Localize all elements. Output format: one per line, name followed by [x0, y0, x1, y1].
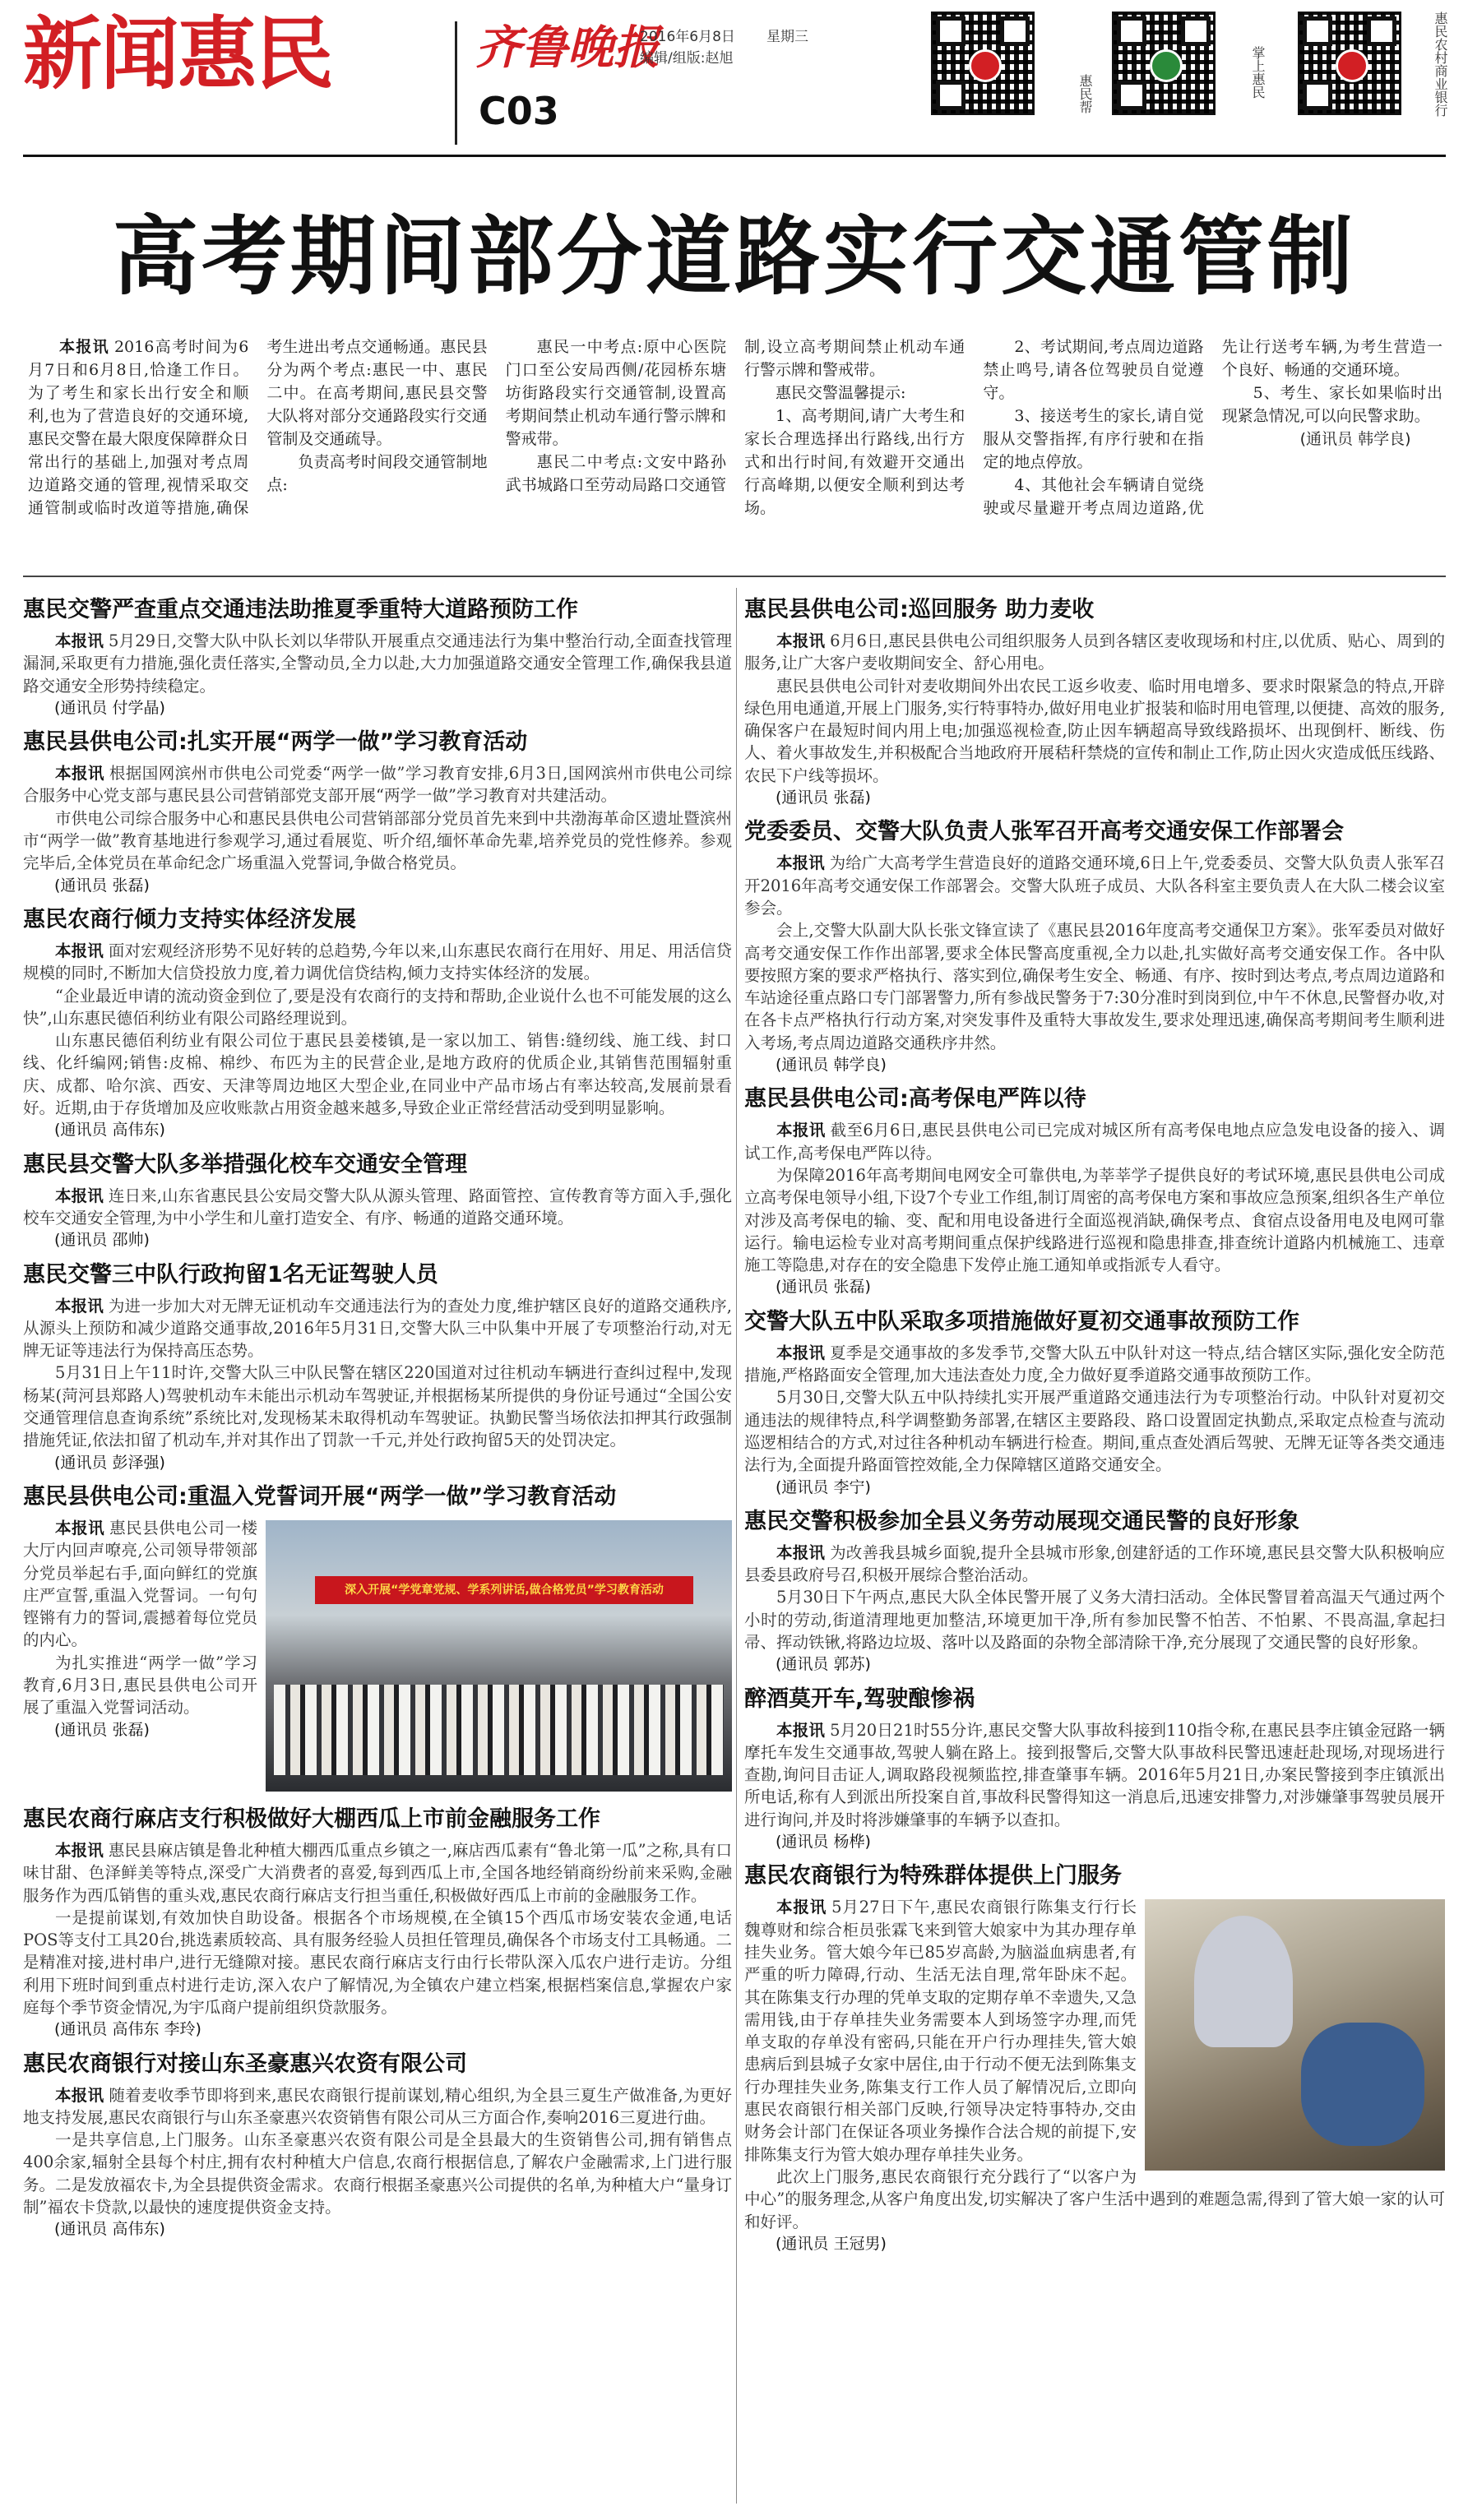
qr-caption-1: 惠民帮	[1077, 74, 1093, 113]
lead-paragraph: 2、考试期间,考点周边道路禁止鸣号,请各位驾驶员自觉遵守。	[983, 338, 1204, 402]
article-paragraph: 本报讯 夏季是交通事故的多发季节,交警大队五中队针对这一特点,结合辖区实际,强化安全防范措施,严格路面安全管理,加大违法查处力度,全力做好夏季道路交通事故预防工作。	[744, 1343, 1445, 1385]
article-paragraph: 山东惠民德佰利纺业有限公司位于惠民县姜楼镇,是一家以加工、销售:缝纫线、施工线、封口线、化纤编网;销售:皮棉、棉纱、布匹为主的民营企业,是地方政府的优质企业,其销售范围辐射重庆、成都、哈尔滨、西安、天津等周边地区大型企业,在同业中产品市场占有率达较高,发展前景看好。近期,由于存货增加及应收账款占用资金越来越多,导致企业正常经营活动受到明显影响。	[23, 1031, 732, 1118]
article-title: 惠民县交警大队多举措强化校车交通安全管理	[23, 1151, 467, 1177]
article-title: 惠民县供电公司:重温入党誓词开展“两学一做”学习教育活动	[23, 1483, 617, 1510]
lead-paragraph: 本报讯 2016高考时间为6月7日和6月8日,恰逢工作日。为了考生和家长出行安全和顺利,也为了营造良好的交通环境,惠民交警在最大限度保障群众日常出行的基础上,加强对考点周边道路交通的管理,视情采取交通管制或临时改道等措施,确保考生进出考点交通畅通。惠民县分为两个考点:惠民一中、惠民二中。在高考期间,惠民县交警大队将对部分交通路段实行交通管制及交通疏导。	[28, 338, 488, 517]
article-paragraph: 本报讯 随着麦收季节即将到来,惠民农商银行提前谋划,精心组织,为全县三夏生产做准备,为更好地支持发展,惠民农商银行与山东圣豪惠兴农资销售有限公司从三方面合作,奏响2016三夏进行曲。	[23, 2085, 732, 2127]
article-paragraph: 为扎实推进“两学一做”学习教育,6月3日,惠民县供电公司开展了重温入党誓词活动。	[23, 1653, 257, 1718]
article	[23, 1803, 732, 2041]
article-paragraph: 本报讯 连日来,山东省惠民县公安局交警大队从源头管理、路面管控、宣传教育等方面入手,强化校车交通安全管理,为中小学生和儿童打造安全、有序、畅通的道路交通环境。	[23, 1186, 732, 1228]
photo-figure	[1301, 2023, 1424, 2146]
lead-byline: (通讯员 韩学良)	[1299, 430, 1411, 448]
article-paragraph: 为保障2016年高考期间电网安全可靠供电,为莘莘学子提供良好的考试环境,惠民县供电公司成立高考保电领导小组,下设7个专业工作组,制订周密的高考保电方案和事故应急预案,组织各生产单位对涉及高考保电的输、变、配和用电设备进行全面巡视消缺,确保考点、食宿点设备用电及电网可靠运行。输电运检专业对高考期间重点保护线路进行巡视和隐患排查,排查统计道路内机械施工、违章施工等隐患,对存在的安全隐患下发停止施工通知单或指派专人看守。	[744, 1165, 1445, 1275]
article-byline: (通讯员 韩学良)	[776, 1056, 887, 1075]
article-paragraph: 本报讯 截至6月6日,惠民县供电公司已完成对城区所有高考保电地点应急发电设备的接入、调试工作,高考保电严阵以待。	[744, 1121, 1445, 1163]
lead-paragraph: 惠民二中考点:文安中路孙武书城路口至劳动局路口交通管制,设立高考期间禁止机动车通行警示牌和警戒带。	[505, 338, 966, 494]
article-paragraph: 本报讯 面对宏观经济形势不见好转的总趋势,今年以来,山东惠民农商行在用好、用足、用活信贷规模的同时,不断加大信贷投放力度,着力调优信贷结构,倾力支持实体经济的发展。	[23, 941, 732, 983]
page-code: C03	[479, 89, 559, 133]
article-paragraph: 本报讯 5月29日,交警大队中队长刘以华带队开展重点交通违法行为集中整治行动,全面查找管理漏洞,采取更有力措施,强化责任落实,全警动员,全力以赴,大力加强道路交通安全管理工作,确保我县道路交通安全形势持续稳定。	[23, 631, 732, 696]
article-paragraph: 本报讯 根据国网滨州市供电公司党委“两学一做”学习教育安排,6月3日,国网滨州市供电公司综合服务中心党支部与惠民县公司营销部党支部开展“两学一做”学习教育对共建活动。	[23, 764, 732, 806]
article-paragraph: “企业最近申请的流动资金到位了,要是没有农商行的支持和帮助,企业说什么也不可能发展的这么快”,山东惠民德佰利纺业有限公司路经理说到。	[23, 986, 732, 1028]
lead-paragraph: 5、考生、家长如果临时出现紧急情况,可以向民警求助。	[1221, 384, 1443, 425]
qr-code-nongshang-bank	[1298, 12, 1401, 115]
paper-name: 齐鲁晚报	[475, 21, 660, 75]
article-byline: (通讯员 高伟东 李玲)	[54, 2020, 201, 2039]
article	[744, 594, 1445, 809]
article	[744, 816, 1445, 1076]
lead-paragraph: 1、高考期间,请广大考生和家长合理选择出行路线,出行方式和出行时间,有效避开交通出行高峰期,以便安全顺利到达考场。	[743, 407, 966, 517]
lead-paragraph: 4、其他社会车辆请自觉绕驶或尽量避开考点周边道路,优先让行送考车辆,为考生营造一个良好、畅通的交通环境。	[983, 338, 1443, 517]
article-byline: (通讯员 李宁)	[776, 1477, 871, 1496]
article-title: 交警大队五中队采取多项措施做好夏初交通事故预防工作	[744, 1308, 1299, 1334]
issue-weekday: 星期三	[766, 29, 808, 45]
article-byline: (通讯员 高伟东)	[54, 2220, 165, 2239]
article-title: 惠民农商银行为特殊群体提供上门服务	[744, 1863, 1122, 1889]
article-paragraph: 本报讯 5月27日下午,惠民农商银行陈集支行行长魏尊财和综合柜员张霖飞来到管大娘家中为其办理存单挂失业务。管大娘今年已85岁高龄,为脑溢血病患者,有严重的听力障碍,行动、生活无法自理,常年卧床不起。其在陈集支行办理的凭单支取的定期存单不幸遗失,又急需用钱,由于存单挂失业务需要本人到场签字办理,而凭单支取的存单没有密码,只能在开户行办理挂失,管大娘患病后到县城子女家中居住,由于行动不便无法到陈集支行办理挂失业务,陈集支行工作人员了解情况后,立即向惠民农商银行相关部门反映,行领导决定特事特办,交由财务会计部门在保证各项业务操作合法合规的前提下,安排陈集支行为管大娘办理存单挂失业务。	[744, 1898, 1137, 2164]
article-byline: (通讯员 高伟东)	[54, 1121, 165, 1140]
article-title: 惠民农商行倾力支持实体经济发展	[23, 906, 356, 932]
photo-crowd	[274, 1685, 724, 1775]
section-rule	[23, 576, 1446, 577]
article-byline: (通讯员 张磊)	[776, 788, 871, 807]
section-title: 新闻惠民	[23, 8, 332, 100]
article-title: 惠民农商银行对接山东圣豪惠兴农资有限公司	[23, 2051, 467, 2077]
article-byline: (通讯员 郭苏)	[776, 1655, 871, 1674]
article-title: 党委委员、交警大队负责人张军召开高考交通安保工作部署会	[744, 819, 1344, 845]
masthead-rule	[23, 155, 1446, 157]
article	[23, 1149, 732, 1252]
article-paragraph: 本报讯 5月20日21时55分许,惠民交警大队事故科接到110指令称,在惠民县李庄镇金冠路一辆摩托车发生交通事故,驾驶人躺在路上。接到报警后,交警大队事故科民警迅速赶赴现场,对现场进行查勘,询问目击证人,调取路段视频监控,排查肇事车辆。2016年5月21日,办案民警接到李庄镇派出所电话,称有人到派出所投案自首,事故科民警得知这一消息后,迅速安排警力,对涉嫌肇事驾驶员展开进行询问,并及时将涉嫌肇事的车辆予以查扣。	[744, 1720, 1445, 1829]
article-paragraph: 一是共享信息,上门服务。山东圣豪惠兴农资有限公司是全县最大的生资销售公司,拥有销售点400余家,辐射全县每个村庄,拥有农村种植大户信息,农商行根据信息,了解农户金融需求,上门进行服务。二是发放福农卡,为全县提供资金需求。农商行根据圣豪惠兴公司提供的名单,为种植大户“量身订制”福农卡贷款,以最快的速度提供资金支持。	[23, 2130, 732, 2217]
article-paragraph: 5月30日,交警大队五中队持续扎实开展严重道路交通违法行为专项整治行动。中队针对夏初交通违法的规律特点,科学调整勤务部署,在辖区主要路段、路口设置固定执勤点,采取定点检查与流动巡逻相结合的方式,对过往各种机动车辆进行检查。期间,重点查处酒后驾驶、无牌无证等各类交通违法行为,全面提升路面管控效能,全力保障辖区道路交通安全。	[744, 1388, 1445, 1475]
column-separator	[736, 588, 737, 2504]
masthead-divider	[455, 21, 457, 145]
qr-code-huiminbang	[931, 12, 1035, 115]
qr-code-zhangshanghuimin	[1112, 12, 1216, 115]
article-byline: (通讯员 张磊)	[54, 876, 150, 895]
lead-paragraph: 惠民一中考点:原中心医院门口至公安局西侧/花园桥东塘坊街路段实行交通管制,设置高考期间禁止机动车通行警示牌和警戒带。	[505, 338, 726, 448]
qr-caption-2: 掌上惠民	[1250, 46, 1266, 99]
lead-story	[28, 335, 1443, 545]
article-title: 惠民交警三中队行政拘留1名无证驾驶人员	[23, 1261, 438, 1288]
article-paragraph: 市供电公司综合服务中心和惠民县供电公司营销部部分党员首先来到中共渤海革命区遗址暨滨州市“两学一做”教育基地进行参观学习,通过看展览、听介绍,缅怀革命先辈,培养党员的党性修养。参观完毕后,全体党员在革命纪念广场重温入党誓词,争做合格党员。	[23, 808, 732, 873]
article-title: 惠民县供电公司:高考保电严阵以待	[744, 1086, 1086, 1112]
article-title: 惠民交警严查重点交通违法助推夏季重特大道路预防工作	[23, 597, 578, 622]
issue-date: 2016年6月8日	[640, 29, 735, 45]
article	[744, 1860, 1445, 2255]
qr-caption-3: 惠民农村商业银行	[1433, 12, 1448, 117]
lead-paragraph: 惠民交警温馨提示:	[775, 384, 906, 402]
lead-paragraph: 负责高考时间段交通管制地点:	[266, 453, 488, 494]
article	[23, 1259, 732, 1474]
article-byline: (通讯员 张磊)	[54, 1720, 150, 1739]
article-byline: (通讯员 邵帅)	[54, 1231, 150, 1250]
article	[23, 1481, 732, 1796]
article-paragraph: 惠民县供电公司针对麦收期间外出农民工返乡收麦、临时用电增多、要求时限紧急的特点,开辟绿色用电通道,开展上门服务,实行特事特办,做好用电业扩报装和临时用电管理,以便捷、高效的服务,确保客户在最短时间内用上电;加强巡视检查,防止因车辆超高导致线路损坏、出现倒杆、断线、伤人、着火事故发生,并积极配合当地政府开展秸秆禁烧的宣传和制止工作,防止因火灾造成低压线路、农民下户线等损坏。	[744, 676, 1445, 785]
article-title: 惠民交警积极参加全县义务劳动展现交通民警的良好形象	[744, 1508, 1299, 1534]
article	[23, 594, 732, 719]
article-paragraph: 会上,交警大队副大队长张文锋宣读了《惠民县2016年度高考交通保卫方案》。张军委员对做好高考交通安保工作作出部署,要求全体民警高度重视,全力以赴,扎实做好高考交通安保工作。各中队要按照方案的要求严格执行、落实到位,确保考生安全、畅通、有序、按时到达考点,考点周边道路和车站途径重点路口专门部署警力,所有参战民警务于7:30分准时到岗到位,中午不休息,民警督办收,对在各卡点严格执行行动方案,对突发事件及重特大事故发生,要求处理迅速,确保高考期间考生顺利进入考场,考点周边道路交通秩序井然。	[744, 921, 1445, 1052]
article	[23, 726, 732, 897]
article-paragraph: 本报讯 惠民县供电公司一楼大厅内回声嘹亮,公司领导带领部分党员举起右手,面向鲜红的党旗庄严宣誓,重温入党誓词。一句句铿锵有力的誓词,震撼着每位党员的内心。	[23, 1518, 257, 1650]
photo-figure	[1194, 1916, 1293, 2047]
article-paragraph: 本报讯 惠民县麻店镇是鲁北种植大棚西瓜重点乡镇之一,麻店西瓜素有“鲁北第一瓜”之称,具有口味甘甜、色泽鲜美等特点,深受广大消费者的喜爱,每到西瓜上市,全国各地经销商纷纷前来采购,金融服务作为西瓜销售的重头戏,惠民农商行麻店支行担当重任,积极做好西瓜上市前的金融服务工作。	[23, 1840, 732, 1905]
article-paragraph: 此次上门服务,惠民农商银行充分践行了“以客户为中心”的服务理念,从客户角度出发,切实解决了客户生活中遇到的难题急需,得到了管大娘一家的认可和好评。	[744, 2166, 1445, 2231]
article	[744, 1306, 1445, 1499]
article-title: 惠民农商行麻店支行积极做好大棚西瓜上市前金融服务工作	[23, 1806, 600, 1832]
article-paragraph: 本报讯 为进一步加大对无牌无证机动车交通违法行为的查处力度,维护辖区良好的道路交通秩序,从源头上预防和减少道路交通事故,2016年5月31日,交警大队三中队集中开展了专项整治行动,对无牌无证等违法行为保持高压态势。	[23, 1296, 732, 1361]
article-byline: (通讯员 付学晶)	[54, 698, 165, 717]
article-title: 惠民县供电公司:扎实开展“两学一做”学习教育活动	[23, 729, 528, 756]
article-byline: (通讯员 杨桦)	[776, 1833, 871, 1852]
lead-paragraph: 3、接送考生的家长,请自觉服从交警指挥,有序行驶和在指定的地点停放。	[983, 407, 1204, 471]
home-service-photo	[1145, 1899, 1445, 2171]
article	[744, 1083, 1445, 1298]
article-paragraph: 5月31日上午11时许,交警大队三中队民警在辖区220国道对过往机动车辆进行查纠过程中,发现杨某(菏河县郑路人)驾驶机动车未能出示机动车驾驶证,并根据杨某所提供的身份证号通过“全国公安交通管理信息查询系统”系统比对,发现杨某未取得机动车驾驶证。执勤民警当场依法扣押其行政强制措施凭证,依法扣留了机动车,并对其作出了罚款一千元,并处行政拘留5天的处罚决定。	[23, 1363, 732, 1450]
article	[744, 1505, 1445, 1676]
article-title: 醉酒莫开车,驾驶酿惨祸	[744, 1685, 975, 1712]
left-column	[23, 594, 732, 2248]
page-headline: 高考期间部分道路实行交通管制	[112, 206, 1356, 307]
article-paragraph: 本报讯 为给广大高考学生营造良好的道路交通环境,6日上午,党委委员、交警大队负责人张军召开2016年高考交通安保工作部署会。交警大队班子成员、大队各科室主要负责人在大队二楼会议室参会。	[744, 853, 1445, 918]
article-paragraph: 本报讯 6月6日,惠民县供电公司组织服务人员到各辖区麦收现场和村庄,以优质、贴心、周到的服务,让广大客户麦收期间安全、舒心用电。	[744, 631, 1445, 673]
article	[744, 1683, 1445, 1854]
article-paragraph: 本报讯 为改善我县城乡面貌,提升全县城市形象,创建舒适的工作环境,惠民县交警大队积极响应县委县政府号召,积极开展综合整治活动。	[744, 1542, 1445, 1585]
article-paragraph: 5月30日下午两点,惠民大队全体民警开展了义务大清扫活动。全体民警冒着高温天气通过两个小时的劳动,街道清理地更加整洁,环境更加干净,所有参加民警不怕苦、不怕累、不畏高温,拿起扫帚、挥动铁锹,将路边垃圾、落叶以及路面的杂物全部清除干净,充分展现了交通民警的良好形象。	[744, 1588, 1445, 1652]
article-byline: (通讯员 彭泽强)	[54, 1453, 165, 1472]
article-title: 惠民县供电公司:巡回服务 助力麦收	[744, 597, 1095, 622]
editor-credit: 编辑/组版:赵旭	[640, 50, 734, 67]
article-byline: (通讯员 王冠男)	[776, 2234, 887, 2253]
right-column	[744, 594, 1445, 2262]
photo-banner: 深入开展“学党章党规、学系列讲话,做合格党员”学习教育活动	[315, 1576, 693, 1604]
party-oath-photo	[266, 1520, 732, 1792]
article-byline: (通讯员 张磊)	[776, 1278, 871, 1297]
article-paragraph: 一是提前谋划,有效加快自助设备。根据各个市场规模,在全镇15个西瓜市场安装农金通,电话POS等支付工具20台,挑选素质较高、具有服务经验人员担任管理员,确保各个市场支付工具畅通。二是精准对接,进村串户,进行无缝隙对接。惠民农商行麻店支行由行长带队深入瓜农户进行走访。分组利用下班时间到重点村进行走访,深入农户了解情况,为全镇农户建立档案,根据档案信息,掌握农户家庭每个季节资金情况,为宇瓜商户提前组织贷款服务。	[23, 1907, 732, 2017]
article	[23, 904, 732, 1142]
article	[23, 2048, 732, 2241]
